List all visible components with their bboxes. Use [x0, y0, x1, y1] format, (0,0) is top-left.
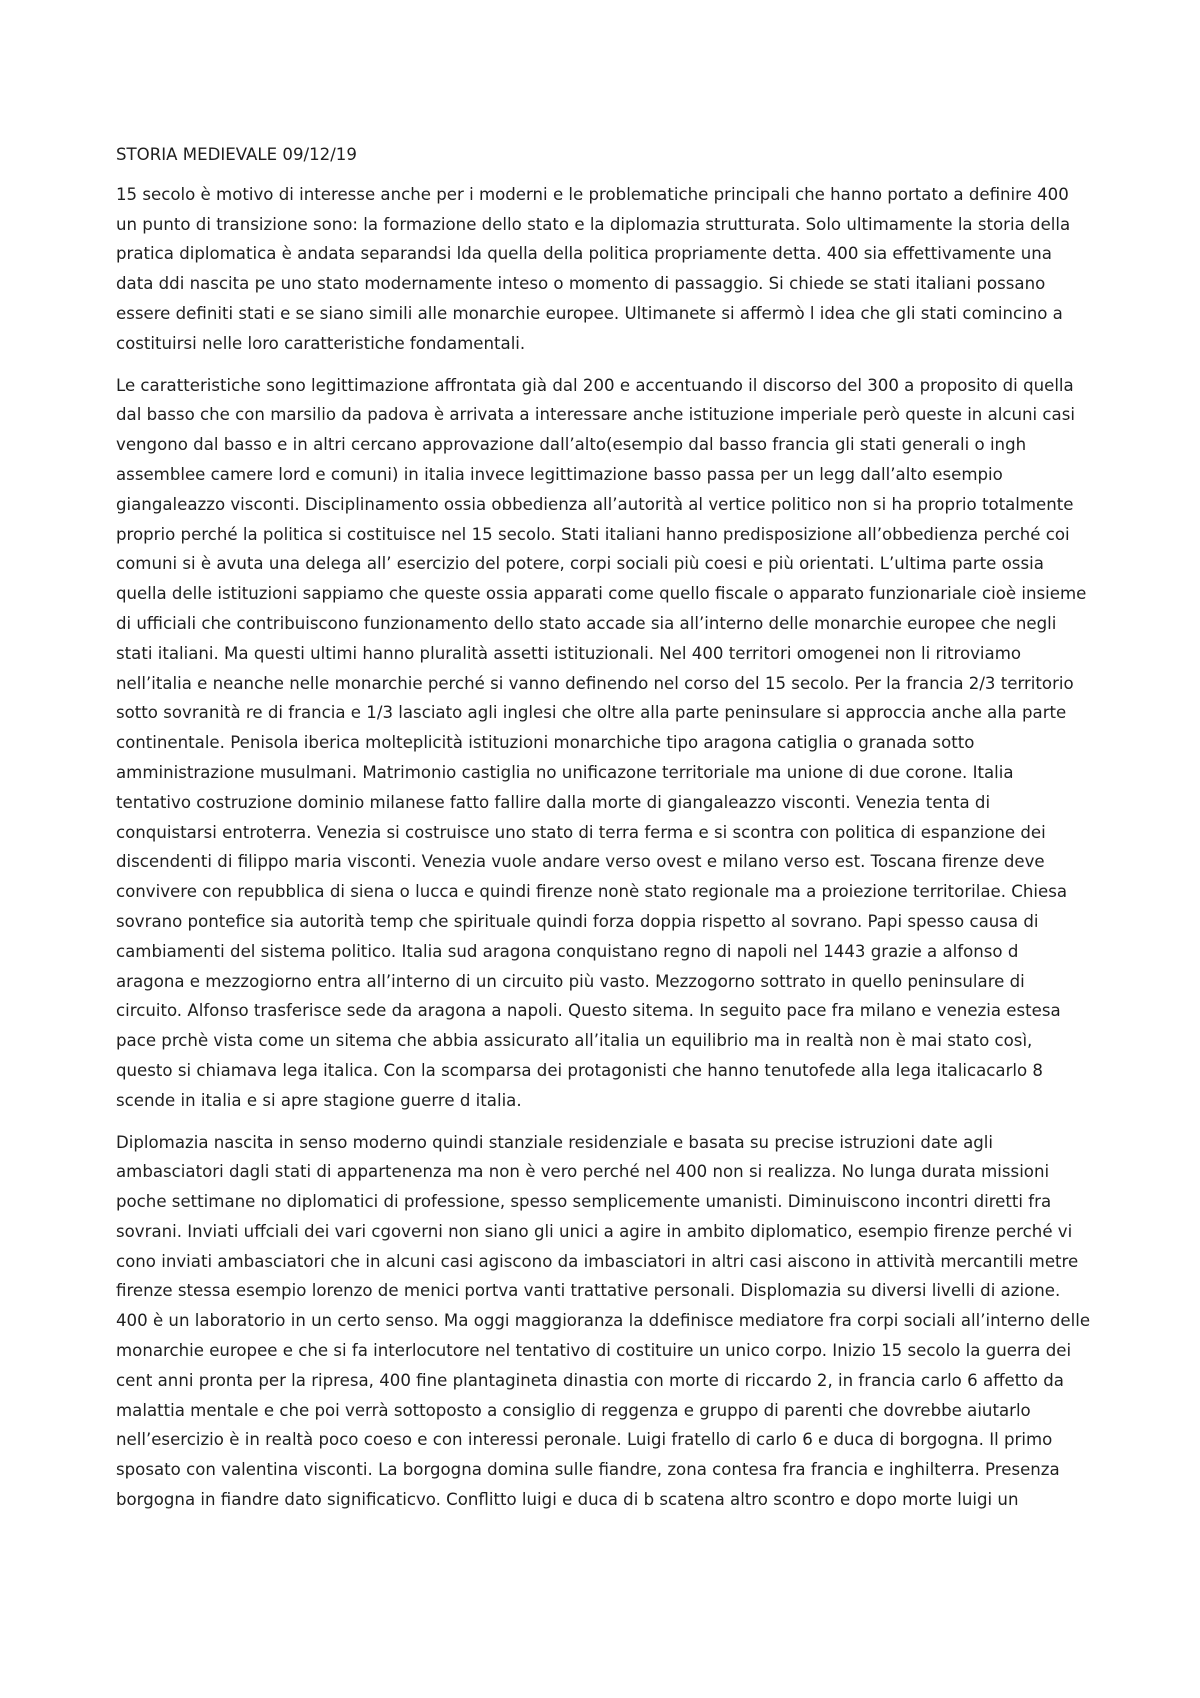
document-title: STORIA MEDIEVALE 09/12/19 [116, 145, 357, 164]
paragraph-3: Diplomazia nascita in senso moderno quindi stanziale residenziale e basata su precise istruzioni date agli ambasciatori dagli stati di appartenenza ma non è vero perché nel 400 non si realizza. No lunga durata missioni poche settimane no diplomatici di professione, spesso semplicemente umanisti. Diminuiscono incontri diretti fra sovrani. Inviati uffciali dei vari cgoverni non siano gli unici a agire in ambito diplomatico, esempio firenze perché vi cono inviati ambasciatori che in alcuni casi agiscono da imbasciatori in altri casi aiscono in attività mercantili metre firenze stessa esempio lorenzo de menici portva vanti trattative personali. Displomazia su diversi livelli di azione. 400 è un laboratorio in un certo senso. Ma oggi maggioranza la ddefinisce mediatore fra corpi sociali all’interno delle monarchie europee e che si fa interlocutore nel tentativo di costituire un unico corpo. Inizio 15 secolo la guerra dei cent anni pronta per la ripresa, 400 fine plantagineta dinastia con morte di riccardo 2, in francia carlo 6 affetto da malattia mentale e che poi verrà sottoposto a consiglio di reggenza e gruppo di parenti che dovrebbe aiutarlo nell’esercizio è in realtà poco coeso e con interessi peronale. Luigi fratello di carlo 6 e duca di borgogna. Il primo sposato con valentina visconti. La borgogna domina sulle fiandre, zona contesa fra francia e inghilterra. Presenza borgogna in fiandre dato significaticvo. Conflitto luigi e duca di b scatena altro scontro e dopo morte luigi un [116, 1132, 1091, 1510]
paragraph-1: 15 secolo è motivo di interesse anche per i moderni e le problematiche principali che hanno portato a definire 400 un punto di transizione sono: la formazione dello stato e la diplomazia strutturata. Solo ultimamente la storia della pratica diplomatica è andata separandsi lda quella della politica propriamente detta. 400 sia effettivamente una data ddi nascita pe uno stato modernamente inteso o momento di passaggio. Si chiede se stati italiani possano essere definiti stati e se siano simili alle monarchie europee. Ultimanete si affermò l idea che gli stati comincino a costituirsi nelle loro caratteristiche fondamentali. [116, 184, 1071, 353]
paragraph-2: Le caratteristiche sono legittimazione affrontata già dal 200 e accentuando il discorso del 300 a proposito di quella dal basso che con marsilio da padova è arrivata a interessare anche istituzione imperiale però queste in alcuni casi vengono dal basso e in altri cercano approvazione dall’alto(esempio dal basso francia gli stati generali o ingh assemblee camere lord e comuni) in italia invece legittimazione basso passa per un legg dall’alto esempio giangaleazzo visconti. Disciplinamento ossia obbedienza all’autorità al vertice politico non si ha proprio totalmente proprio perché la politica si costituisce nel 15 secolo. Stati italiani hanno predisposizione all’obbedienza perché coi comuni si è avuta una delega all’ esercizio del potere, corpi sociali più coesi e più orientati. L’ultima parte ossia quella delle istituzioni sappiamo che queste ossia apparati come quello fiscale o apparato funzionariale cioè insieme di ufficiali che contribuiscono funzionamento dello stato accade sia all’interno delle monarchie europee che negli stati italiani. Ma questi ultimi hanno pluralità assetti istituzionali. Nel 400 territori omogenei non li ritroviamo nell’italia e neanche nelle monarchie perché si vanno definendo nel corso del 15 secolo. Per la francia 2/3 territorio sotto sovranità re di francia e 1/3 lasciato agli inglesi che oltre alla parte peninsulare si approccia anche alla parte continentale. Penisola iberica molteplicità istituzioni monarchiche tipo aragona catiglia o granada sotto amministrazione musulmani. Matrimonio castiglia no unificazone territoriale ma unione di due corone. Italia tentativo costruzione dominio milanese fatto fallire dalla morte di giangaleazzo visconti. Venezia tenta di conquistarsi entroterra. Venezia si costruisce uno stato di terra ferma e si scontra con politica di espanzione dei discendenti di filippo maria visconti. Venezia vuole andare verso ovest e milano verso est. Toscana firenze deve convivere con repubblica di siena o lucca e quindi firenze nonè stato regionale ma a proiezione territorilae. Chiesa sovrano pontefice sia autorità temp che spirituale quindi forza doppia rispetto al sovrano. Papi spesso causa di cambiamenti del sistema politico. Italia sud aragona conquistano regno di napoli nel 1443 grazie a alfonso d aragona e mezzogiorno entra all’interno di un circuito più vasto. Mezzogorno sottrato in quello peninsulare di circuito. Alfonso trasferisce sede da aragona a napoli. Questo sitema. In seguito pace fra milano e venezia estesa pace prchè vista come un sitema che abbia assicurato all’italia un equilibrio ma in realtà non è mai stato così, questo si chiamava lega italica. Con la scomparsa dei protagonisti che hanno tenutofede alla lega italicacarlo 8 scende in italia e si apre stagione guerre d italia. [116, 375, 1087, 1110]
document-page [116, 140, 1092, 1527]
